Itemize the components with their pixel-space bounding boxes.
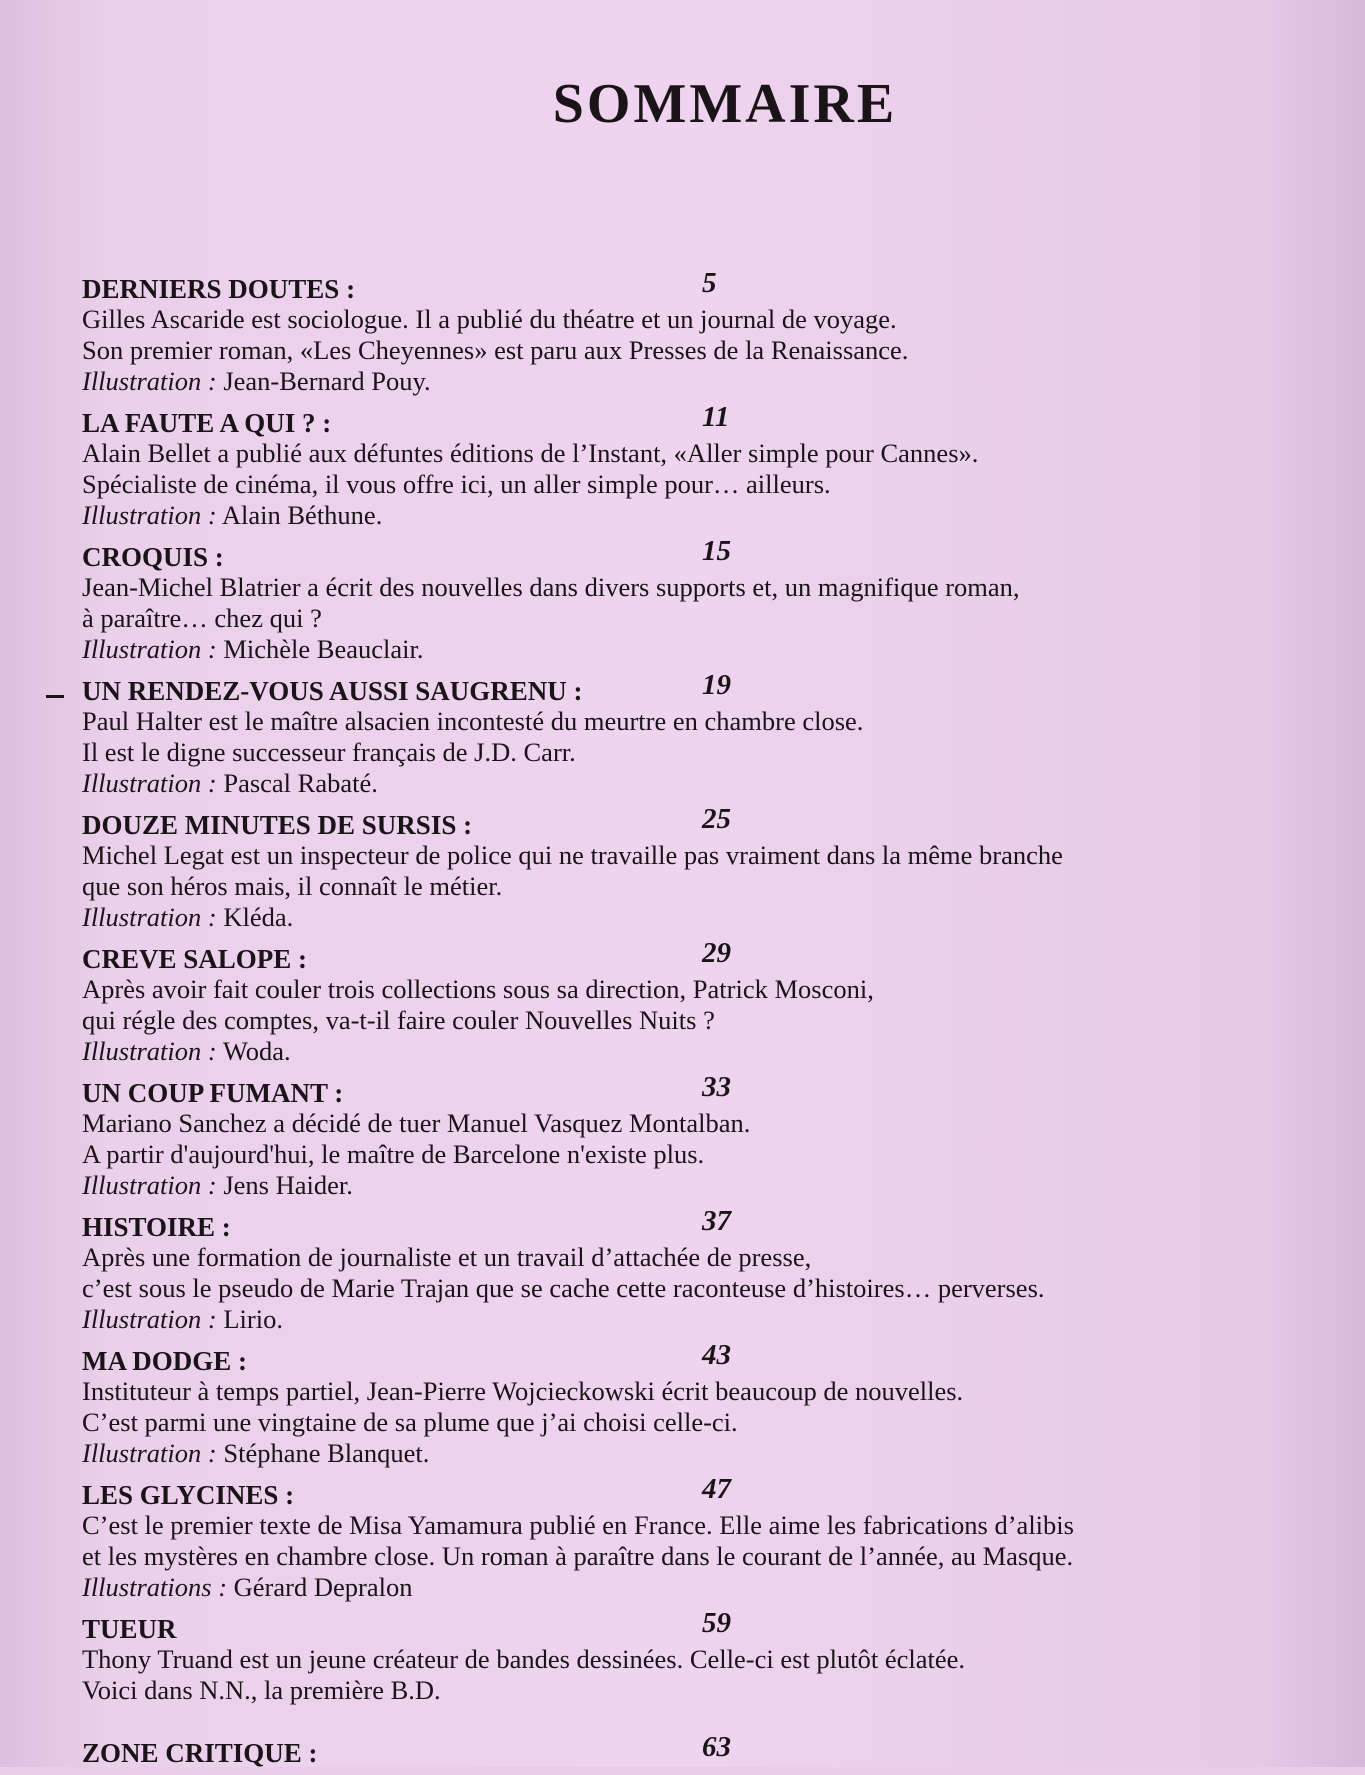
toc-entry-title: TUEUR: [82, 1614, 177, 1644]
toc-entry-description-line: Instituteur à temps partiel, Jean-Pierre Wojcieckowski écrit beaucoup de nouvelles.: [82, 1376, 964, 1406]
toc-entry-page-number: 19: [702, 669, 731, 701]
toc-entry-page-number: 59: [702, 1607, 731, 1639]
toc-entry-illustration-credit: [82, 1036, 1327, 1067]
toc-entry-description-line: Il est le digne successeur français de J.D. Carr.: [82, 737, 576, 767]
toc-entry-description-line: Alain Bellet a publié aux défuntes éditions de l’Instant, «Aller simple pour Cannes».: [82, 438, 979, 468]
toc-entry-header: [82, 535, 1327, 572]
toc-entry: [82, 401, 1327, 531]
toc-entry-title: DERNIERS DOUTES :: [82, 274, 356, 304]
toc-entry-illustration-credit: [82, 768, 1327, 799]
toc-entry-page-number: 25: [702, 803, 731, 835]
illustration-label: Illustration :: [82, 366, 217, 396]
toc-entry-page-number: 15: [702, 535, 731, 567]
illustrator-name: Kléda.: [216, 902, 294, 932]
toc-entry-illustration-credit: [82, 1572, 1327, 1603]
illustrator-name: Pascal Rabaté.: [216, 768, 378, 798]
toc-entry: [82, 1731, 1327, 1768]
toc-entry-illustration-credit: [82, 366, 1327, 397]
illustration-label: Illustrations :: [82, 1572, 228, 1602]
toc-entry: [82, 535, 1327, 665]
toc-entry: [82, 1607, 1327, 1706]
toc-entry-page-number: 47: [702, 1473, 731, 1505]
toc-entry-title: MA DODGE :: [82, 1346, 247, 1376]
toc-entry-description-line: à paraître… chez qui ?: [82, 603, 322, 633]
illustrator-name: Stéphane Blanquet.: [216, 1438, 430, 1468]
toc-entry-header: [82, 1071, 1327, 1108]
toc-entry-illustration-credit: [82, 1170, 1327, 1201]
toc-entry: [82, 937, 1327, 1067]
toc-entry-page-number: 5: [702, 267, 717, 299]
toc-entry: [82, 1473, 1327, 1603]
toc-entry-description-line: et les mystères en chambre close. Un roman à paraître dans le courant de l’année, au Masque.: [82, 1541, 1074, 1571]
toc-entry-header: [82, 267, 1327, 304]
toc-entry-description-line: Spécialiste de cinéma, il vous offre ici, un aller simple pour… ailleurs.: [82, 469, 831, 499]
toc-entry-title: DOUZE MINUTES DE SURSIS :: [82, 810, 473, 840]
toc-entry-description-line: Mariano Sanchez a décidé de tuer Manuel Vasquez Montalban.: [82, 1108, 751, 1138]
toc-entry-header: [82, 937, 1327, 974]
toc-entry-description-line: Après avoir fait couler trois collections sous sa direction, Patrick Mosconi,: [82, 974, 874, 1004]
toc-entry-header: [82, 803, 1327, 840]
illustration-label: Illustration :: [82, 500, 217, 530]
illustration-label: Illustration :: [82, 768, 217, 798]
toc-entry-page-number: 29: [702, 937, 731, 969]
toc-entry-title: ZONE CRITIQUE :: [82, 1738, 318, 1768]
toc-entry-illustration-credit: [82, 1438, 1327, 1469]
toc-entry-description-line: Michel Legat est un inspecteur de police qui ne travaille pas vraiment dans la même branche: [82, 840, 1063, 870]
toc-entry-page-number: 37: [702, 1205, 731, 1237]
toc-entry: [82, 803, 1327, 933]
illustration-label: Illustration :: [82, 902, 217, 932]
toc-entry-page-number: 33: [702, 1071, 731, 1103]
toc-entry-header: [82, 1731, 1327, 1768]
illustrator-name: Jens Haider.: [216, 1170, 353, 1200]
toc-entry: [82, 1205, 1327, 1335]
toc-entry-title: CREVE SALOPE :: [82, 944, 308, 974]
illustrator-name: Jean-Bernard Pouy.: [216, 366, 431, 396]
toc-entry-description-line: Paul Halter est le maître alsacien incontesté du meurtre en chambre close.: [82, 706, 864, 736]
illustrator-name: Alain Béthune.: [216, 500, 383, 530]
toc-entry-page-number: 11: [702, 401, 730, 433]
illustrator-name: Michèle Beauclair.: [216, 634, 424, 664]
toc-entry-description-line: Jean-Michel Blatrier a écrit des nouvelles dans divers supports et, un magnifique roman,: [82, 572, 1020, 602]
illustration-label: Illustration :: [82, 1304, 217, 1334]
toc-entry-illustration-credit: [82, 500, 1327, 531]
toc-entry-description-line: Son premier roman, «Les Cheyennes» est paru aux Presses de la Renaissance.: [82, 335, 909, 365]
illustration-label: Illustration :: [82, 1170, 217, 1200]
toc-entry-header: [82, 401, 1327, 438]
toc-entry-description-line: qui régle des comptes, va-t-il faire couler Nouvelles Nuits ?: [82, 1005, 715, 1035]
toc-entry-description-line: A partir d'aujourd'hui, le maître de Barcelone n'existe plus.: [82, 1139, 705, 1169]
toc-entry-header: [82, 669, 1327, 706]
toc-entry-page-number: 43: [702, 1339, 731, 1371]
toc-entry-illustration-credit: [82, 902, 1327, 933]
illustration-label: Illustration :: [82, 1438, 217, 1468]
toc-entry-header: [82, 1205, 1327, 1242]
toc-entry-title: LES GLYCINES :: [82, 1480, 295, 1510]
illustration-label: Illustration :: [82, 634, 217, 664]
toc-entry-description-line: Voici dans N.N., la première B.D.: [82, 1675, 441, 1705]
toc-entry-title: UN RENDEZ-VOUS AUSSI SAUGRENU :: [82, 676, 583, 706]
toc-entry-description-line: Thony Truand est un jeune créateur de bandes dessinées. Celle-ci est plutôt éclatée.: [82, 1644, 966, 1674]
table-of-contents: [82, 267, 1327, 1775]
toc-entry: [82, 669, 1327, 799]
toc-entry: [82, 1071, 1327, 1201]
illustration-label: Illustration :: [82, 1036, 217, 1066]
illustrator-name: Gérard Depralon: [227, 1572, 413, 1602]
toc-entry-description-line: c’est sous le pseudo de Marie Trajan que se cache cette raconteuse d’histoires… perverses.: [82, 1273, 1045, 1303]
toc-entry-description-line: C’est le premier texte de Misa Yamamura publié en France. Elle aime les fabrications d’alibis: [82, 1510, 1074, 1540]
toc-entry-title: CROQUIS :: [82, 542, 224, 572]
toc-entry-illustration-credit: [82, 634, 1327, 665]
toc-entry-description-line: C’est parmi une vingtaine de sa plume que j’ai choisi celle-ci.: [82, 1407, 738, 1437]
margin-dash-mark: [46, 695, 64, 698]
toc-entry-header: [82, 1339, 1327, 1376]
toc-entry-header: [82, 1607, 1327, 1644]
page-title: SOMMAIRE: [552, 73, 898, 135]
illustrator-name: Lirio.: [216, 1304, 283, 1334]
toc-entry-header: [82, 1473, 1327, 1510]
toc-entry-page-number: 63: [702, 1731, 731, 1763]
toc-entry-description-line: que son héros mais, il connaît le métier.: [82, 871, 503, 901]
illustrator-name: Woda.: [216, 1036, 291, 1066]
toc-entry-title: HISTOIRE :: [82, 1212, 231, 1242]
toc-entry: [82, 1339, 1327, 1469]
toc-entry: [82, 267, 1327, 397]
toc-entry-description-line: Gilles Ascaride est sociologue. Il a publié du théatre et un journal de voyage.: [82, 304, 897, 334]
toc-entry-title: UN COUP FUMANT :: [82, 1078, 344, 1108]
toc-entry-illustration-credit: [82, 1304, 1327, 1335]
toc-entry-title: LA FAUTE A QUI ? :: [82, 408, 332, 438]
toc-entry-description-line: Après une formation de journaliste et un travail d’attachée de presse,: [82, 1242, 812, 1272]
